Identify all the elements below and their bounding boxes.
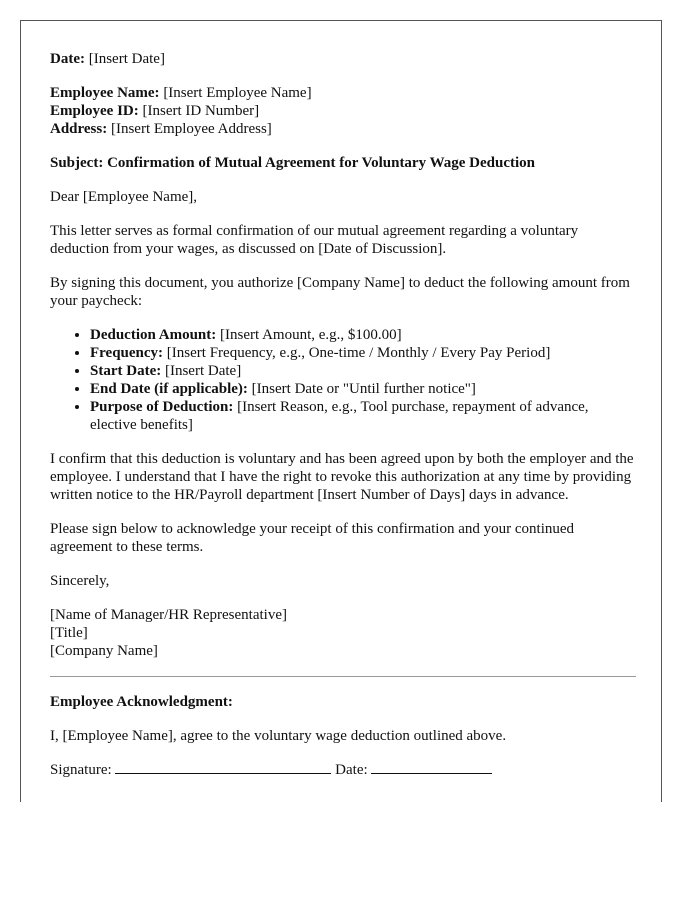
term-purpose — [90, 398, 636, 434]
date-value: [Insert Date] — [84, 51, 165, 67]
section-divider — [50, 676, 636, 677]
term-frequency — [90, 344, 636, 362]
signature-field[interactable] — [115, 772, 331, 774]
signatory-title: [Title] — [50, 625, 88, 641]
acknowledgment-heading-text: Employee Acknowledgment: — [50, 694, 233, 710]
signature-line — [50, 761, 636, 779]
signature-label: Signature: — [50, 762, 112, 778]
deduction-terms-list — [50, 326, 636, 434]
signatory-name: [Name of Manager/HR Representative] — [50, 607, 287, 623]
term-label: Purpose of Deduction: — [90, 399, 234, 415]
term-value: [Insert Date or "Until further notice"] — [247, 381, 476, 397]
address-line — [50, 120, 636, 138]
salutation: Dear [Employee Name], — [50, 189, 198, 205]
employee-name-value: [Insert Employee Name] — [159, 85, 312, 101]
signature-date-field[interactable] — [371, 772, 492, 774]
term-end-date — [90, 380, 636, 398]
employee-id-label: Employee ID: — [50, 103, 139, 119]
employee-name-line — [50, 84, 636, 102]
acknowledgment-heading — [50, 693, 636, 711]
signatory-company: [Company Name] — [50, 643, 158, 659]
acknowledgment-statement: I, [Employee Name], agree to the voluntary wage deduction outlined above. — [50, 728, 507, 744]
employee-info-block — [50, 84, 636, 138]
employee-id-value: [Insert ID Number] — [138, 103, 260, 119]
term-value: [Insert Reason, e.g., Tool purchase, repayment of advance, elective benefits] — [90, 399, 589, 433]
address-value: [Insert Employee Address] — [107, 121, 272, 137]
paragraph-agreement: This letter serves as formal confirmation of our mutual agreement regarding a voluntary deduction from your wages, as discussed on [Date of Discussion]. — [50, 223, 579, 257]
term-value: [Insert Frequency, e.g., One-time / Monthly / Every Pay Period] — [163, 345, 551, 361]
subject-text: Subject: Confirmation of Mutual Agreement for Voluntary Wage Deduction — [50, 155, 535, 171]
date-line — [50, 50, 636, 68]
signatory-block — [50, 606, 636, 660]
address-label: Address: — [50, 121, 108, 137]
term-deduction-amount — [90, 326, 636, 344]
paragraph-voluntary-confirmation: I confirm that this deduction is voluntary and has been agreed upon by both the employer and the employee. I understand that I have the right to revoke this authorization at any time by providing written notice to the HR/Payroll department [Insert Number of Days] days in advance. — [50, 451, 634, 503]
letter-content — [50, 50, 636, 779]
employee-id-line — [50, 102, 636, 120]
signature-date-label: Date: — [335, 762, 368, 778]
term-label: Frequency: — [90, 345, 164, 361]
subject-line — [50, 154, 636, 172]
term-value: [Insert Date] — [161, 363, 242, 379]
term-value: [Insert Amount, e.g., $100.00] — [216, 327, 402, 343]
term-start-date — [90, 362, 636, 380]
sign-off: Sincerely, — [50, 573, 110, 589]
employee-name-label: Employee Name: — [50, 85, 160, 101]
term-label: Deduction Amount: — [90, 327, 217, 343]
date-label: Date: — [50, 51, 85, 67]
term-label: End Date (if applicable): — [90, 381, 248, 397]
letter-page — [20, 20, 662, 802]
paragraph-authorization: By signing this document, you authorize [Company Name] to deduct the following amount from your paycheck: — [50, 275, 630, 309]
paragraph-sign-request: Please sign below to acknowledge your receipt of this confirmation and your continued agreement to these terms. — [50, 521, 575, 555]
term-label: Start Date: — [90, 363, 162, 379]
